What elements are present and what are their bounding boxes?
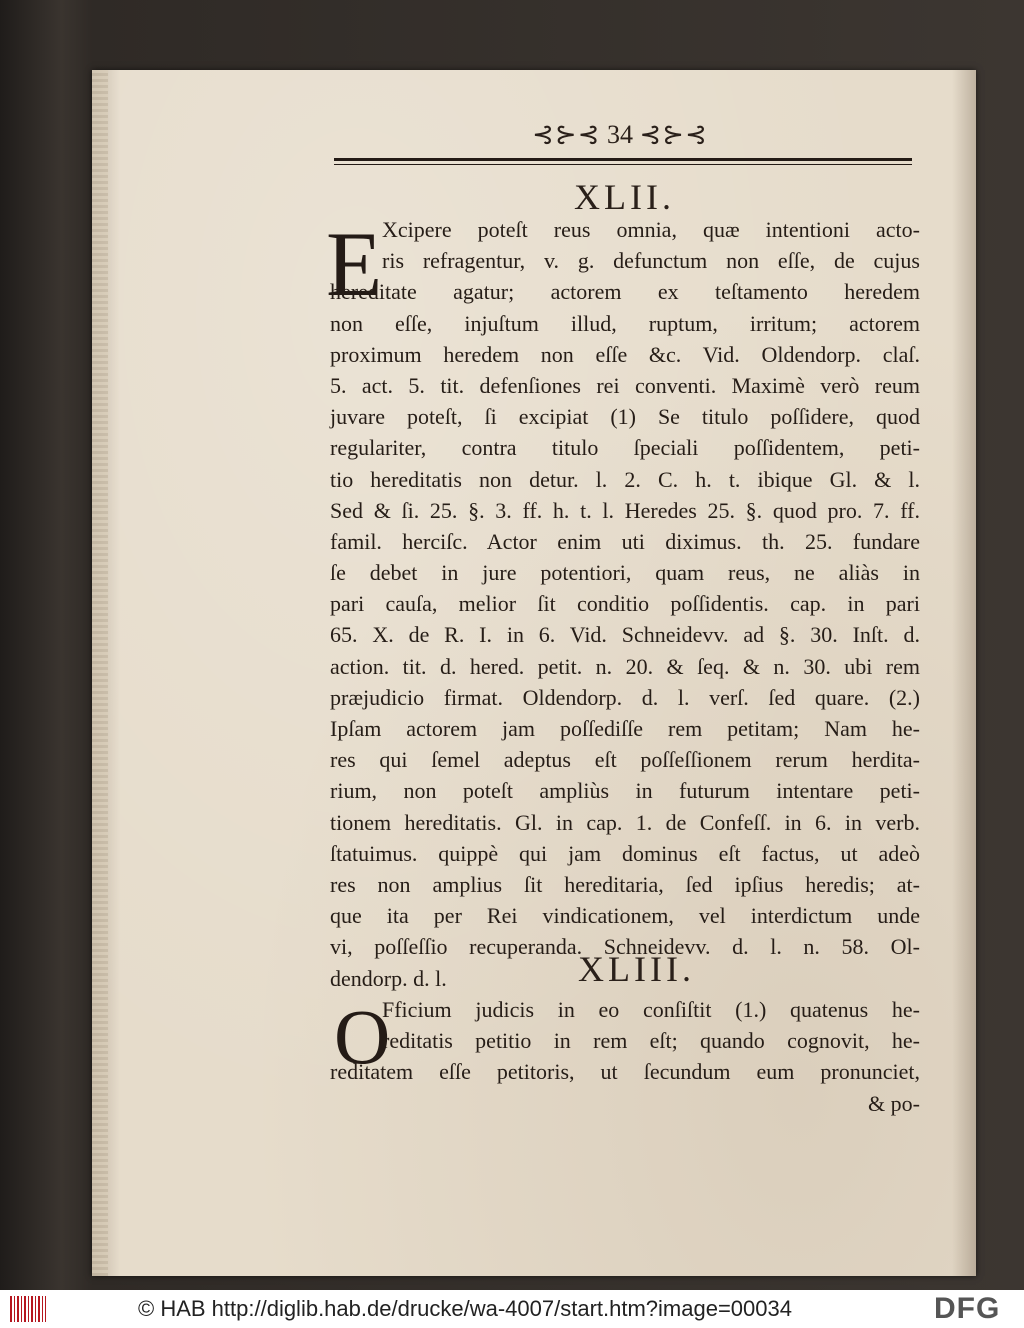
- text-line: famil. herciſc. Actor enim uti diximus. th. 25. fundare: [330, 528, 920, 554]
- footer-credit[interactable]: © HAB http://diglib.hab.de/drucke/wa-4007/start.htm?image=00034: [138, 1296, 792, 1321]
- dropcap-o: O: [334, 993, 391, 1080]
- text-line: rium, non poteſt ampliùs in futurum intentare peti-: [330, 778, 920, 804]
- text-line: ſe debet in jure potentiori, quam reus, ne aliàs in: [330, 560, 920, 586]
- text-line: Ipſam actorem jam poſſediſſe rem petitam; Nam he-: [330, 716, 920, 741]
- section-text-xlii: [330, 214, 920, 994]
- text-line: ſtatuimus. quippè qui jam dominus eſt factus, ut adeò: [330, 840, 920, 866]
- barcode-icon: [10, 1296, 46, 1322]
- dropcap-e: E: [326, 213, 383, 315]
- text-line: præjudicio firmat. Oldendorp. d. l. verſ. ſed quare. (2.): [330, 684, 920, 710]
- header-rule-thin: [334, 164, 912, 165]
- text-line: reditatem eſſe petitoris, ut ſecundum eum pronunciet,: [330, 1059, 920, 1085]
- text-line: 5. act. 5. tit. defenſiones rei conventi. Maximè verò reum: [330, 372, 920, 398]
- text-line: 65. X. de R. I. in 6. Vid. Schneidevv. ad §. 30. Inſt. d.: [330, 622, 920, 648]
- section-heading-xliii: XLIII.: [578, 949, 695, 989]
- text-line: res qui ſemel adeptus eſt poſſeſſionem rerum herdita-: [330, 747, 920, 773]
- page-header: [520, 120, 720, 150]
- text-line: non eſſe, injuſtum illud, ruptum, irritum; actorem: [330, 310, 920, 336]
- header-ornament-right: ⊰⊱⊰: [639, 120, 708, 149]
- text-line: tionem hereditatis. Gl. in cap. 1. de Confeſſ. in 6. in verb.: [330, 809, 920, 835]
- section-text-xliii: [330, 994, 920, 1119]
- text-line: regulariter, contra titulo ſpeciali poſſidentem, peti-: [330, 435, 920, 461]
- text-line: tio hereditatis non detur. l. 2. C. h. t. ibique Gl. & l.: [330, 466, 920, 492]
- text-line: & po-: [868, 1090, 920, 1116]
- text-line: ris refragentur, v. g. defunctum non eſſe, de cujus: [382, 248, 920, 274]
- text-line: juvare poteſt, ſi excipiat (1) Se titulo poſſidere, quod: [330, 404, 920, 430]
- text-line: pari cauſa, melior ſit conditio poſſidentis. cap. in pari: [330, 591, 920, 617]
- text-line: res non amplius ſit hereditaria, ſed ipſius heredis; at-: [330, 871, 920, 897]
- page-edge: [92, 70, 108, 1276]
- text-line: hereditate agatur; actorem ex teſtamento heredem: [330, 279, 920, 305]
- text-line: Fficium judicis in eo conſiſtit (1.) quatenus he-: [382, 997, 920, 1022]
- header-ornament-left: ⊰⊱⊰: [532, 120, 601, 149]
- text-line: vi, poſſeſſio recuperanda. Schneidevv. d. l. n. 58. Ol-: [330, 934, 920, 960]
- text-line: que ita per Rei vindicationem, vel interdictum unde: [330, 903, 920, 929]
- text-line: Xcipere poteſt reus omnia, quæ intentioni acto-: [382, 217, 920, 242]
- text-line: dendorp. d. l.: [330, 965, 447, 991]
- page-number: 34: [607, 120, 633, 149]
- text-line: proximum heredem non eſſe &c. Vid. Oldendorp. claſ.: [330, 341, 920, 367]
- text-line: action. tit. d. hered. petit. n. 20. & ſeq. & n. 30. ubi rem: [330, 653, 920, 679]
- header-rule: [334, 158, 912, 161]
- text-line: reditatis petitio in rem eſt; quando cognovit, he-: [382, 1028, 920, 1054]
- section-heading-xlii: XLII.: [574, 177, 675, 217]
- text-line: Sed & ſi. 25. §. 3. ff. h. t. l. Heredes 25. §. quod pro. 7. ff.: [330, 497, 920, 523]
- dfg-logo: DFG: [934, 1292, 1001, 1325]
